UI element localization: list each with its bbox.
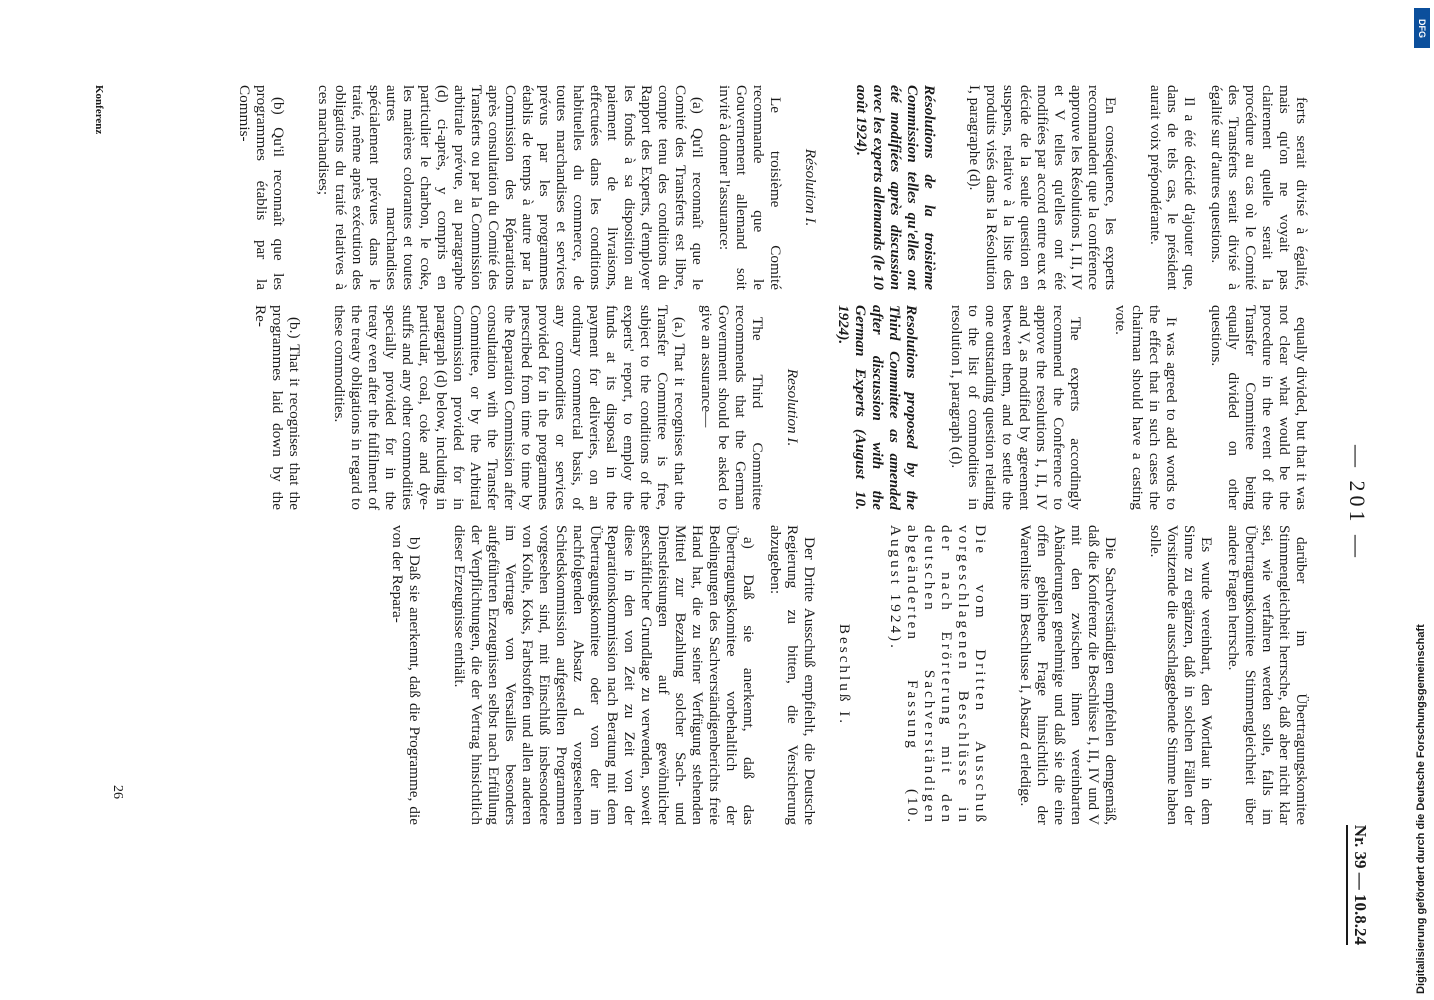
- english-paragraph: (b.) That it recognises that the programmes laid down by the Re-: [252, 305, 303, 510]
- german-paragraph: a) Daß sie anerkennt, daß das Übertragungskomitee vorbehaltlich der Bedingungen des Sachverständigenberichts freie Hand hat, die zu seiner Verfügung stehenden Mittel zur Bezahlung solcher Sach- und Dienstleistungen auf gewöhnlicher geschäftlicher Grundlage zu verwenden, soweit diese in den von Zeit zu Zeit von der Reparationskommission nach Beratung mit dem Übertragungskomitee oder von der im nachfolgenden Absatz d vorgesehenen Schiedskommission aufgestellten Programmen vorgesehen sind, mit Einschluß insbesondere von Kohle, Koks, Farbstoffen und allen anderen im Vertrage von Versailles besonders aufgeführten Erzeugnissen selbst nach Erfüllung der Verpflichtungen, die der Vertrag hinsichtlich dieser Erzeugnisse enthält.: [451, 525, 757, 825]
- french-paragraph: En conséquence, les experts recommandent que la conférence approuve les Résolutions I, II, IV et V telles qu'elles ont été modifiées par accord entre eux et décide de la seule question en suspens, relative à la liste des produits visés dans la Résolution I, paragraphe (d).: [966, 85, 1119, 290]
- french-paragraph: (b) Qu'il reconnaît que les programmes établis par la Commis-: [236, 85, 287, 290]
- german-paragraph: Die Sachverständigen empfehlen demgemäß, daß die Konferenz die Beschlüsse I, II, IV und V mit den zwischen ihnen vereinbarten Abänderungen genehmige und daß sie die eine offen gebliebene Frage hinsichtlich der Warenliste im Beschlusse I, Absatz d erledige.: [1017, 525, 1119, 825]
- french-column: [130, 85, 1310, 290]
- french-resolution-title: Résolution I.: [802, 148, 819, 227]
- digitization-credit: Digitalisierung gefördert durch die Deutsche Forschungsgemeinschaft: [1415, 624, 1427, 994]
- german-resolution-title: Beschluß I.: [836, 623, 853, 727]
- english-paragraph: (a.) That it recognises that the Transfer Committee is free, subject to the conditions of the experts' report, to employ the funds at its disposal in the payment for deliveries, on an ordinary commercial basis, of any commodities or services provided for in the programmes prescribed from time to time by the Reparation Commission after consultation with the Transfer Committee, or by the Arbitral Commission provided for in paragraph (d) below, including in particular, coal, coke and dye-stuffs and any other commodities specially provided for in the treaty even after the fulfilment of the treaty obligations in regard to these commodities.: [331, 305, 688, 510]
- english-paragraph: equally divided, but that it was not clear what would be the procedure in the event of the Transfer Committee being equally divided on other questions.: [1208, 305, 1310, 510]
- french-paragraph: (a) Qu'il reconnaît que le Comité des Transferts est libre, compte tenu des conditions du Rapport des Experts, d'employer les fonds à sa disposition au paiement de livraisons, effectuées dans les conditions habituelles du commerce, de toutes marchandises et services prévus par les programmes établis de temps à autre par la Commission des Réparations après consultation du Comité des Transferts ou par la Commission arbitrale prévue, au paragraphe (d) ci-après, y compris en particulier le charbon, le coke, les matières colorantes et toutes autres marchandises spécialement prévues dans le traité, même après exécution des obligations du traité relatives à ces marchandises;: [315, 85, 706, 290]
- english-paragraph: The Third Committee recommends that the German Government should be asked to give an assurance—: [698, 305, 766, 510]
- english-paragraph: It was agreed to add words to the effect that in such cases the chairman should have a casting vote.: [1112, 305, 1180, 510]
- german-paragraph: b) Daß sie anerkennt, daß die Programme, die von der Repara-: [389, 525, 423, 825]
- french-paragraph: ferts serait divisé à égalité, mais qu'on ne voyait pas clairement quelle serait la procédure au cas où le Comité des Transferts serait divisé à égalité sur d'autres questions.: [1208, 85, 1310, 290]
- sheet-number: 26: [110, 785, 125, 799]
- footer-label: Konferenz: [93, 85, 105, 135]
- digitization-sidebar: [1412, 8, 1432, 994]
- german-paragraph: darüber im Übertragungskomitee Stimmengleichheit herrsche, daß aber nicht klar sei, wie verfahren werden solle, falls im Übertragungskomitee Stimmengleichheit über andere Fragen herrsche.: [1225, 525, 1310, 825]
- document-page: [80, 85, 1370, 945]
- german-paragraph: Der Dritte Ausschuß empfiehlt, die Deutsche Regierung zu bitten, die Versicherung abzugeben:: [767, 525, 818, 825]
- german-paragraph: Es wurde vereinbart, den Wortlaut in dem Sinne zu ergänzen, daß in solchen Fällen der Vorsitzende die ausschlaggebende Stimme haben solle.: [1147, 525, 1215, 825]
- page-header: [1310, 85, 1370, 945]
- french-heading: Résolutions de la troisième Commission telles qu'elles ont été modifiées après discussion avec les experts allemands (le 10 août 1924).: [853, 85, 938, 290]
- english-heading: Resolutions proposed by the Third Committee as amended after discussion with the German Experts (August 10. 1924).: [835, 305, 920, 510]
- english-paragraph: The experts accordingly recommend the Conference to approve the resolutions I, II, IV and V, as modified by agreement between them, and to settle the one outstanding question relating to the list of commodities in resolution I, paragraph (d).: [948, 305, 1084, 510]
- french-paragraph: Le troisième Comité recommande que le Gouvernement allemand soit invité à donner l'assurance:: [716, 85, 784, 290]
- dfg-logo-icon: DFG: [1414, 8, 1430, 48]
- page-number: — 201 —: [1345, 445, 1370, 561]
- german-heading: Die vom Dritten Ausschuß vorgeschlagenen Beschlüsse in der nach Erörterung mit den deutschen Sachverständigen abgeänderten Fassung (10. August 1924).: [887, 525, 989, 825]
- issue-number: Nr. 39 — 10.8.24: [1346, 825, 1370, 945]
- german-column: [130, 525, 1310, 825]
- english-resolution-title: Resolution I.: [784, 368, 801, 447]
- french-paragraph: Il a été décidé d'ajouter que, dans de tels cas, le président aurait voix prépondérante.: [1147, 85, 1198, 290]
- english-column: [130, 305, 1310, 510]
